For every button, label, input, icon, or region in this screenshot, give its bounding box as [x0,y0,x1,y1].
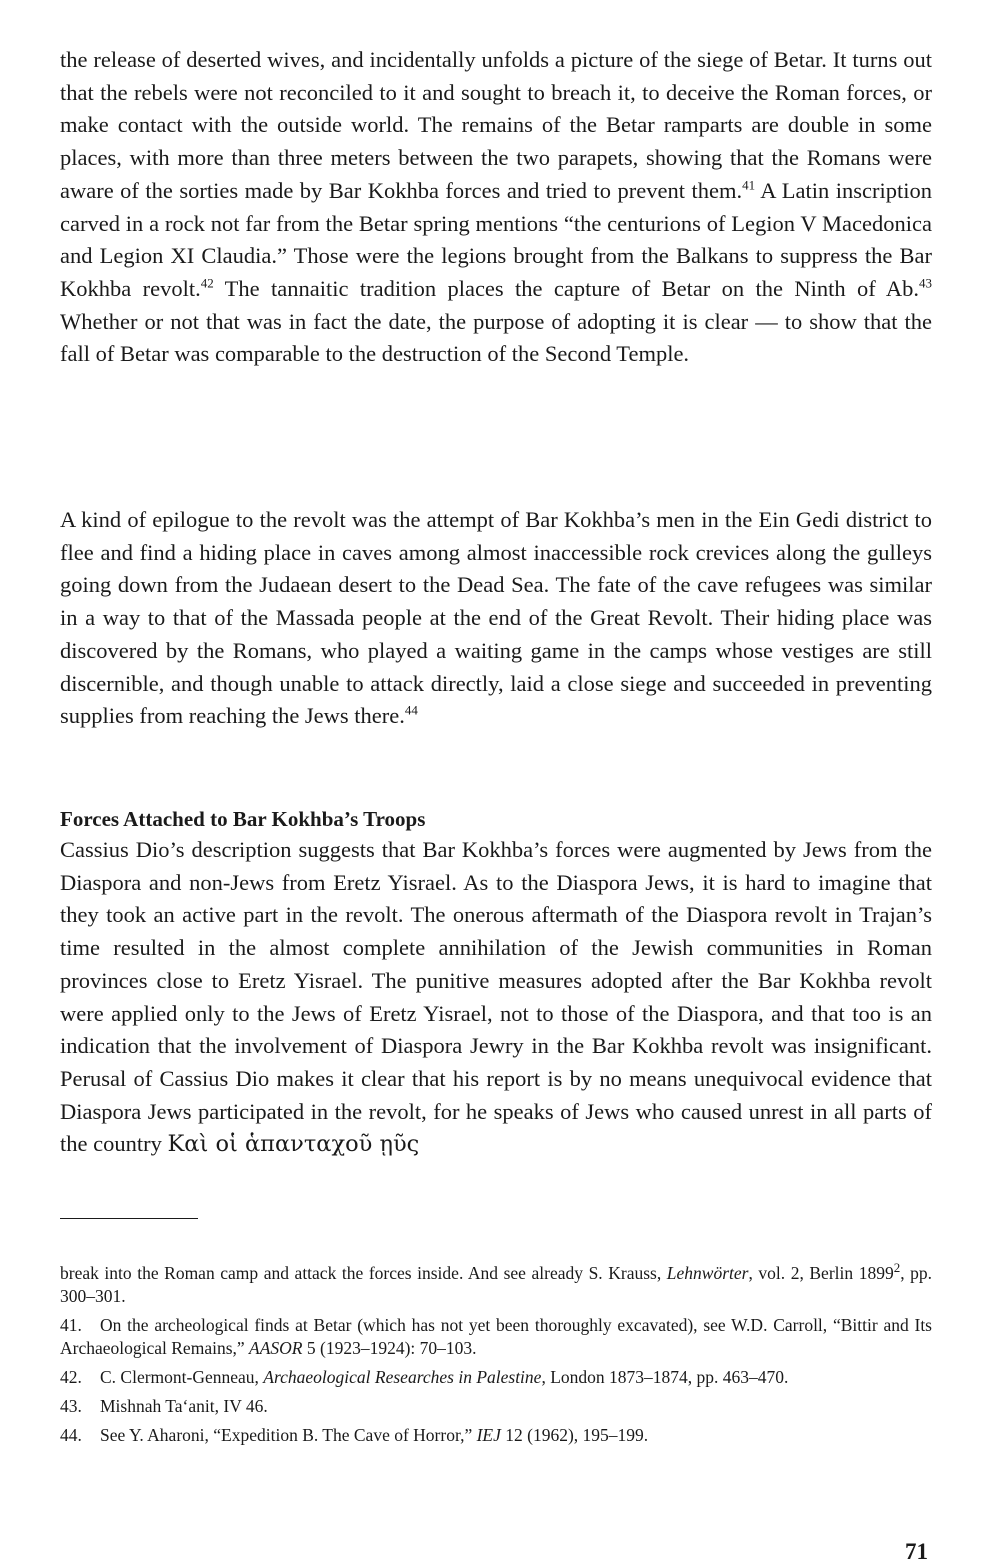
footnote-number: 44. [60,1425,82,1445]
footnote-continuation: break into the Roman camp and attack the forces inside. And see already S. Krauss, Lehnwörter, vol. 2, Berlin 1899$^2$, pp. 300–301. [60,1260,933,1306]
italic-title: Archaeological Researches in Palestine [263,1367,542,1387]
footnote-ref-43: 43 [919,275,933,291]
footnote-42: 42. C. Clermont-Genneau, Archaeological Researches in Palestine, London 1873–1874, pp. 463–470. [60,1367,789,1387]
text-segment: The tannaitic tradition places the capture of Betar on the Ninth of Ab. [213,275,920,301]
footnote-ref-41: 41 [742,177,756,193]
text-segment: Cassius Dio’s description suggests that Bar Kokhba’s forces were augmented by Jews from the Diaspora and non-Jews from Eretz Yisrael. As to the Diaspora Jews, it is hard to imagine that they took an active part in the revolt. The onerous aftermath of the Diaspora revolt in Trajan’s time resulted in the almost complete annihilation of the Jewish communities in Roman provinces close to Eretz Yisrael. The punitive measures adopted after the Bar Kokhba revolt were applied only to the Jews of Eretz Yisrael, not to those of the Diaspora, and that too is an indication that the involvement of Diaspora Jewry in the Bar Kokhba revolt was insignificant. Perusal of Cassius Dio makes it clear that his report is by no means unequivocal evidence that Diaspora Jews participated in the revolt, for he speaks of Jews who caused unrest in all parts of the country [60,837,932,1157]
footnote-41: 41. On the archeological finds at Betar (which has not yet been thoroughly excavated), see W.D. Carroll, “Bittir and Its Archaeological Remains,” AASOR 5 (1923–1924): 70–103. [60,1315,932,1358]
body-paragraph-2 [60,504,932,733]
footnote-44: 44. See Y. Aharoni, “Expedition B. The Cave of Horror,” IEJ 12 (1962), 195–199. [60,1425,649,1445]
text-segment: A Latin inscription carved in a rock not far from the Betar spring mentions “the centurions of Legion V Macedonica and Legion XI Claudia.” Those were the legions brought from the Balkans to suppress the Bar Kokhba revolt. [60,177,932,301]
text-segment: A kind of epilogue to the revolt was the attempt of Bar Kokhba’s men in the Ein Gedi district to flee and find a hiding place in caves among almost inaccessible rock crevices along the gulleys going down from the Judaean desert to the Dead Sea. The fate of the cave refugees was similar in a way to that of the Massada people at the end of the Great Revolt. Their hiding place was discovered by the Romans, who played a waiting game in the camps whose vestiges are still discernible, and though unable to attack directly, laid a close siege and succeeded in preventing supplies from reaching the Jews there. [60,507,932,729]
section-heading: Forces Attached to Bar Kokhba’s Troops [60,807,426,831]
body-paragraph-1 [60,44,932,371]
footnote-number: 41. [60,1315,82,1335]
italic-title: Lehnwörter [666,1263,749,1283]
book-page [60,44,933,1564]
text-segment: the release of deserted wives, and incidentally unfolds a picture of the siege of Betar. It turns out that the rebels were not reconciled to it and sought to breach it, to deceive the Roman forces, or make contact with the outside world. The remains of the Betar ramparts are double in some places, with more than three meters between the two parapets, showing that the Romans were aware of the sorties made by Bar Kokhba forces and tried to prevent them. [60,47,932,203]
footnotes [60,1262,932,1453]
italic-title: IEJ [476,1425,501,1445]
footnote-ref-44: 44 [404,702,418,718]
footnote-43: 43. Mishnah Ta‘anit, IV 46. [60,1396,268,1416]
footnote-number: 43. [60,1396,82,1416]
footnote-separator [60,1218,198,1219]
italic-title: AASOR [249,1338,303,1358]
body-paragraph-3 [60,834,932,1161]
footnote-ref-42: 42 [200,275,214,291]
footnote-number: 42. [60,1367,82,1387]
greek-phrase: Καὶ οἱ ἁπανταχοῦ ῃῦς [167,1131,420,1158]
page-number: 71 [905,1539,928,1564]
text-segment: Whether or not that was in fact the date, the purpose of adopting it is clear — to show that the fall of Betar was comparable to the destruction of the Second Temple. [60,308,932,367]
